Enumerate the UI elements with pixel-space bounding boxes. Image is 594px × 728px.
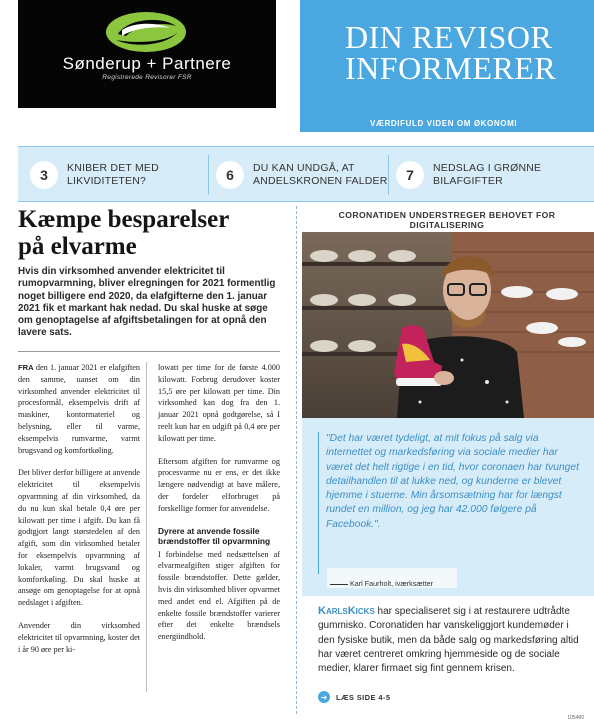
column-divider [146, 362, 147, 692]
read-more-label: LÆS SIDE 4-5 [336, 692, 391, 702]
divider [18, 351, 280, 352]
paragraph: Det bliver derfor billigere at anvende elektricitet til eksempelvis opvarmning af din virksomhed, da du nu kun skal betale 0,4 øre per kilowatt per time i afgift. Du kan få godtgjort langt størstedelen af den afgift, som din virksomhed betaler for eksempelvis opvarmning af lokaler, varmt brugsvand og komfortkøling. Du skal huske at ansøge om genoptagelse for at opnå nedslaget i afgiften. [18, 468, 140, 608]
teaser-line: BILAFGIFTER [433, 175, 503, 187]
article-subheading: Dyrere at anvende fossile brændstoffer til opvarmning [158, 525, 271, 547]
divider [208, 155, 209, 195]
teaser-page-6[interactable] [216, 147, 388, 203]
teaser-line: KNIBER DET MED [67, 162, 159, 174]
page-number-badge: 7 [396, 161, 424, 189]
logo-subtitle: Registrerede Revisorer FSR [102, 74, 192, 81]
teaser-page-3[interactable] [30, 147, 159, 203]
paragraph: lowatt per time for de første 4.000 kilowatt. Forbrug derudover koster 15,5 øre per kilowatt per time. Din virksomhed kan dog fra den 1. januar 2021 opnå godtgørelse, så I reelt kun har en udgift på 0,4 øre per kilowatt per time. [158, 363, 280, 443]
teaser-line: NEDSLAG I GRØNNE [433, 162, 542, 174]
quote-signature: Karl Faurholt, iværksætter [350, 579, 434, 588]
divider [388, 155, 389, 195]
footer-code: 105480 [567, 715, 584, 721]
title-line-2: INFORMERER [345, 50, 557, 86]
title-line-1: DIN REVISOR [345, 19, 553, 55]
article-lead: Hvis din virksomhed anvender elektricitet til rumopvarmning, bliver elregningen for 2021 formentlig noget billigere end 2020, da elafgifterne den 1. januar 2021 fik et markant hak nedad. Du skal huske at søge om genoptagelse af afgiftsbetalingen for at opnå den lavere sats. [18, 266, 276, 339]
photo-illustration [302, 232, 594, 418]
sidebar-kicker: CORONATIDEN UNDERSTREGER BEHOVET FOR DIGITALISERING [338, 210, 556, 230]
paragraph [18, 362, 140, 456]
page-number-badge: 6 [216, 161, 244, 189]
brand-name: KarlsKicks [318, 605, 375, 617]
headline-line: på elvarme [18, 233, 137, 260]
sidebar-body-text: har specialiseret sig i at restaurere udtrådte gummisko. Coronatiden har vanskeliggjort kundemøder i den fysiske butik, men da både salg og markedsføring altid har været centreret omkring hjemmeside og de sociale medier, klarer firmaet sig fint gennem krisen. [318, 606, 579, 675]
newsletter-title [300, 0, 594, 132]
drop-word: FRA [18, 363, 34, 372]
logo-swoosh-icon [104, 10, 188, 54]
paragraph-text: den 1. januar 2021 er elafgiften den samme, uanset om din virksomhed anvender elektricitet til procesformål, eksempelvis drift af maskiner, kontormateriel og belysning, eller til varme, eksempelvis rumvarme, varmt brugsvand og komfortkøling. [18, 363, 140, 455]
paragraph: I forbindelse med nedsættelsen af elvarmeafgiften stiger afgiften for fossile brændstoffer. Dette gælder, hvis din virksomhed bliver opvarmet med andet end el. Afgiften på de enkelte fossile brændstoffer varierer efter det enkelte brændsels energiindhold. [158, 549, 280, 642]
signature-rule [330, 584, 348, 585]
teaser-band [18, 146, 594, 202]
headline-line: Kæmpe besparelser [18, 206, 230, 233]
pull-quote: "Det har været tydeligt, at mit fokus på salg via internettet og markedsføring via sociale medier har været det helt rigtige i en tid, hvor coronaen har tvunget detailhandlen til at lukke ned, og kunderne er blevet hjemme i stuerne. Min årsomsætning har for længst rundet en million, og jeg har 42.000 følgere på Facebook.". [326, 433, 579, 530]
article-column-2 [158, 362, 280, 643]
tagline: VÆRDIFULD VIDEN OM ØKONOMI [370, 119, 518, 128]
arrow-right-icon: ➜ [318, 691, 330, 703]
logo-name: Sønderup + Partnere [62, 54, 232, 73]
teaser-line: ANDELSKRONEN FALDER [253, 175, 388, 187]
photo-man-with-sneaker [302, 232, 594, 418]
teaser-line: DU KAN UNDGÅ, AT [253, 162, 355, 174]
teaser-text [253, 162, 388, 188]
article-headline [18, 206, 280, 260]
sidebar-body [318, 604, 586, 676]
page-number-badge: 3 [30, 161, 58, 189]
paragraph: Anvender din virksomhed elektricitet til opvarmning, koster det i år 90 øre per ki- [18, 620, 140, 654]
quote-accent-bar [318, 432, 319, 574]
article-column-1 [18, 362, 140, 714]
sidebar-divider [296, 206, 297, 714]
teaser-text [67, 162, 159, 188]
read-more-link[interactable] [318, 691, 390, 703]
teaser-text [433, 162, 541, 188]
paragraph: Eftersom afgiften for rumvarme og procesvarme nu er ens, er det ikke længere nødvendigt at have målere, der fordeler elforbruget på forskellige former for anvendelse. [158, 456, 280, 513]
logo [18, 0, 276, 108]
teaser-line: LIKVIDITETEN? [67, 175, 147, 187]
teaser-page-7[interactable] [396, 147, 541, 203]
